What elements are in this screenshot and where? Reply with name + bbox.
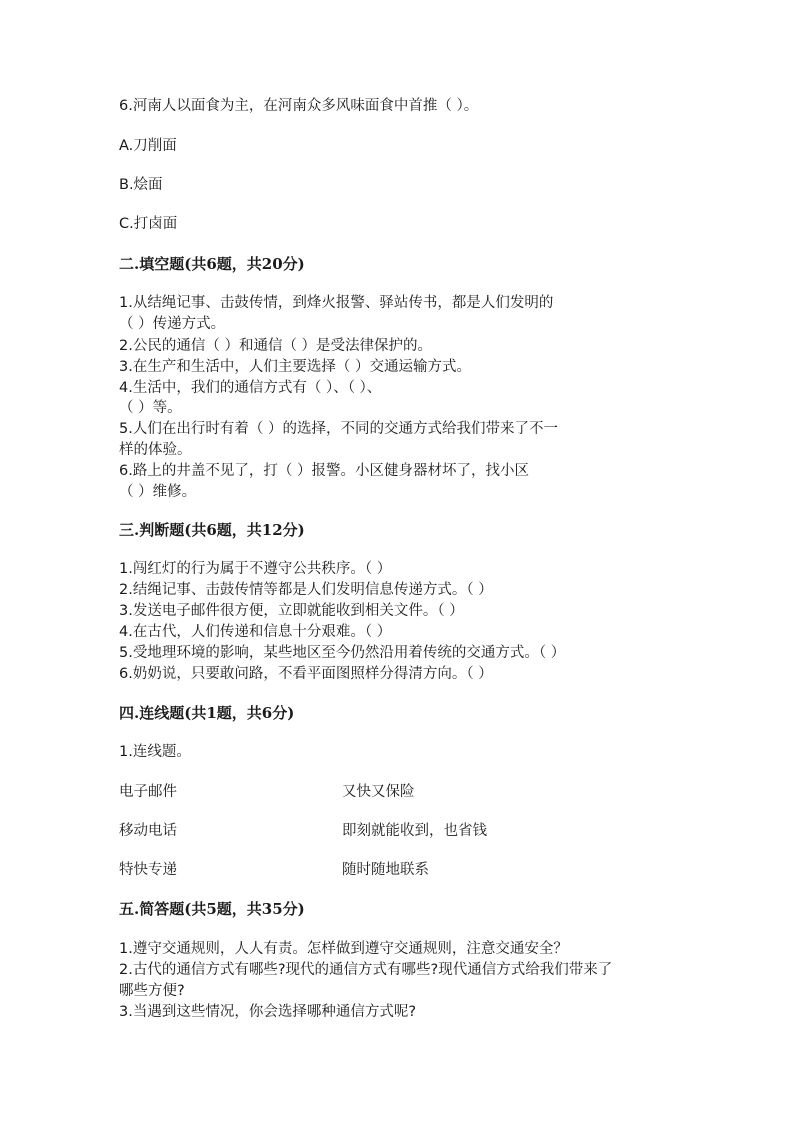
match-intro: 1.连线题。 [119,744,191,760]
match-right-item: 随时随地联系 [342,862,429,878]
fill-line: 2.公民的通信（ ）和通信（ ）是受法律保护的。 [119,338,433,354]
match-section-heading: 四.连线题(共1题，共6分) [119,704,295,722]
judge-line: 2.结绳记事、击鼓传情等都是人们发明信息传递方式。（ ） [119,582,493,598]
fill-line: 3.在生产和生活中，人们主要选择（ ）交通运输方式。 [119,359,471,375]
short-line: 2.古代的通信方式有哪些?现代的通信方式有哪些?现代通信方式给我们带来了 [119,962,613,978]
fill-section-heading: 二.填空题(共6题，共20分) [119,255,305,273]
option-b: B.烩面 [119,177,163,193]
question-6-stem: 6.河南人以面食为主，在河南众多风味面食中首推（ ）。 [119,98,479,114]
match-left-item: 特快专递 [119,862,177,878]
judge-section-heading: 三.判断题(共6题，共12分) [119,521,305,539]
fill-line: 5.人们在出行时有着（ ）的选择，不同的交通方式给我们带来了不一 [119,421,558,437]
short-line: 3.当遇到这些情况，你会选择哪种通信方式呢? [119,1004,417,1020]
match-left-item: 电子邮件 [119,784,177,800]
judge-line: 4.在古代，人们传递和信息十分艰难。（ ） [119,624,392,640]
fill-line: （ ）传递方式。 [119,316,226,332]
fill-line: （ ）等。 [119,400,182,416]
match-left-item: 移动电话 [119,823,177,839]
match-right-item: 即刻就能收到，也省钱 [342,823,487,839]
judge-line: 5.受地理环境的影响，某些地区至今仍然沿用着传统的交通方式。（ ） [119,645,566,661]
judge-line: 1.闯红灯的行为属于不遵守公共秩序。（ ） [119,561,392,577]
option-c: C.打卤面 [119,216,178,232]
fill-line: 4.生活中，我们的通信方式有（ ）、（ ）、 [119,380,382,396]
judge-line: 3.发送电子邮件很方便，立即就能收到相关文件。（ ） [119,603,464,619]
judge-line: 6.奶奶说，只要敢问路，不看平面图照样分得清方向。（ ） [119,666,493,682]
short-section-heading: 五.简答题(共5题，共35分) [119,900,305,918]
fill-line: 样的体验。 [119,442,192,458]
fill-line: 1.从结绳记事、击鼓传情，到烽火报警、驿站传书，都是人们发明的 [119,295,554,311]
option-a: A.刀削面 [119,138,177,154]
short-line: 哪些方便? [119,983,185,999]
fill-line: 6.路上的井盖不见了，打（ ）报警。小区健身器材坏了，找小区 [119,463,529,479]
short-line: 1.遵守交通规则，人人有责。怎样做到遵守交通规则，注意交通安全？ [119,941,568,957]
match-right-item: 又快又保险 [342,784,415,800]
fill-line: （ ）维修。 [119,484,197,500]
